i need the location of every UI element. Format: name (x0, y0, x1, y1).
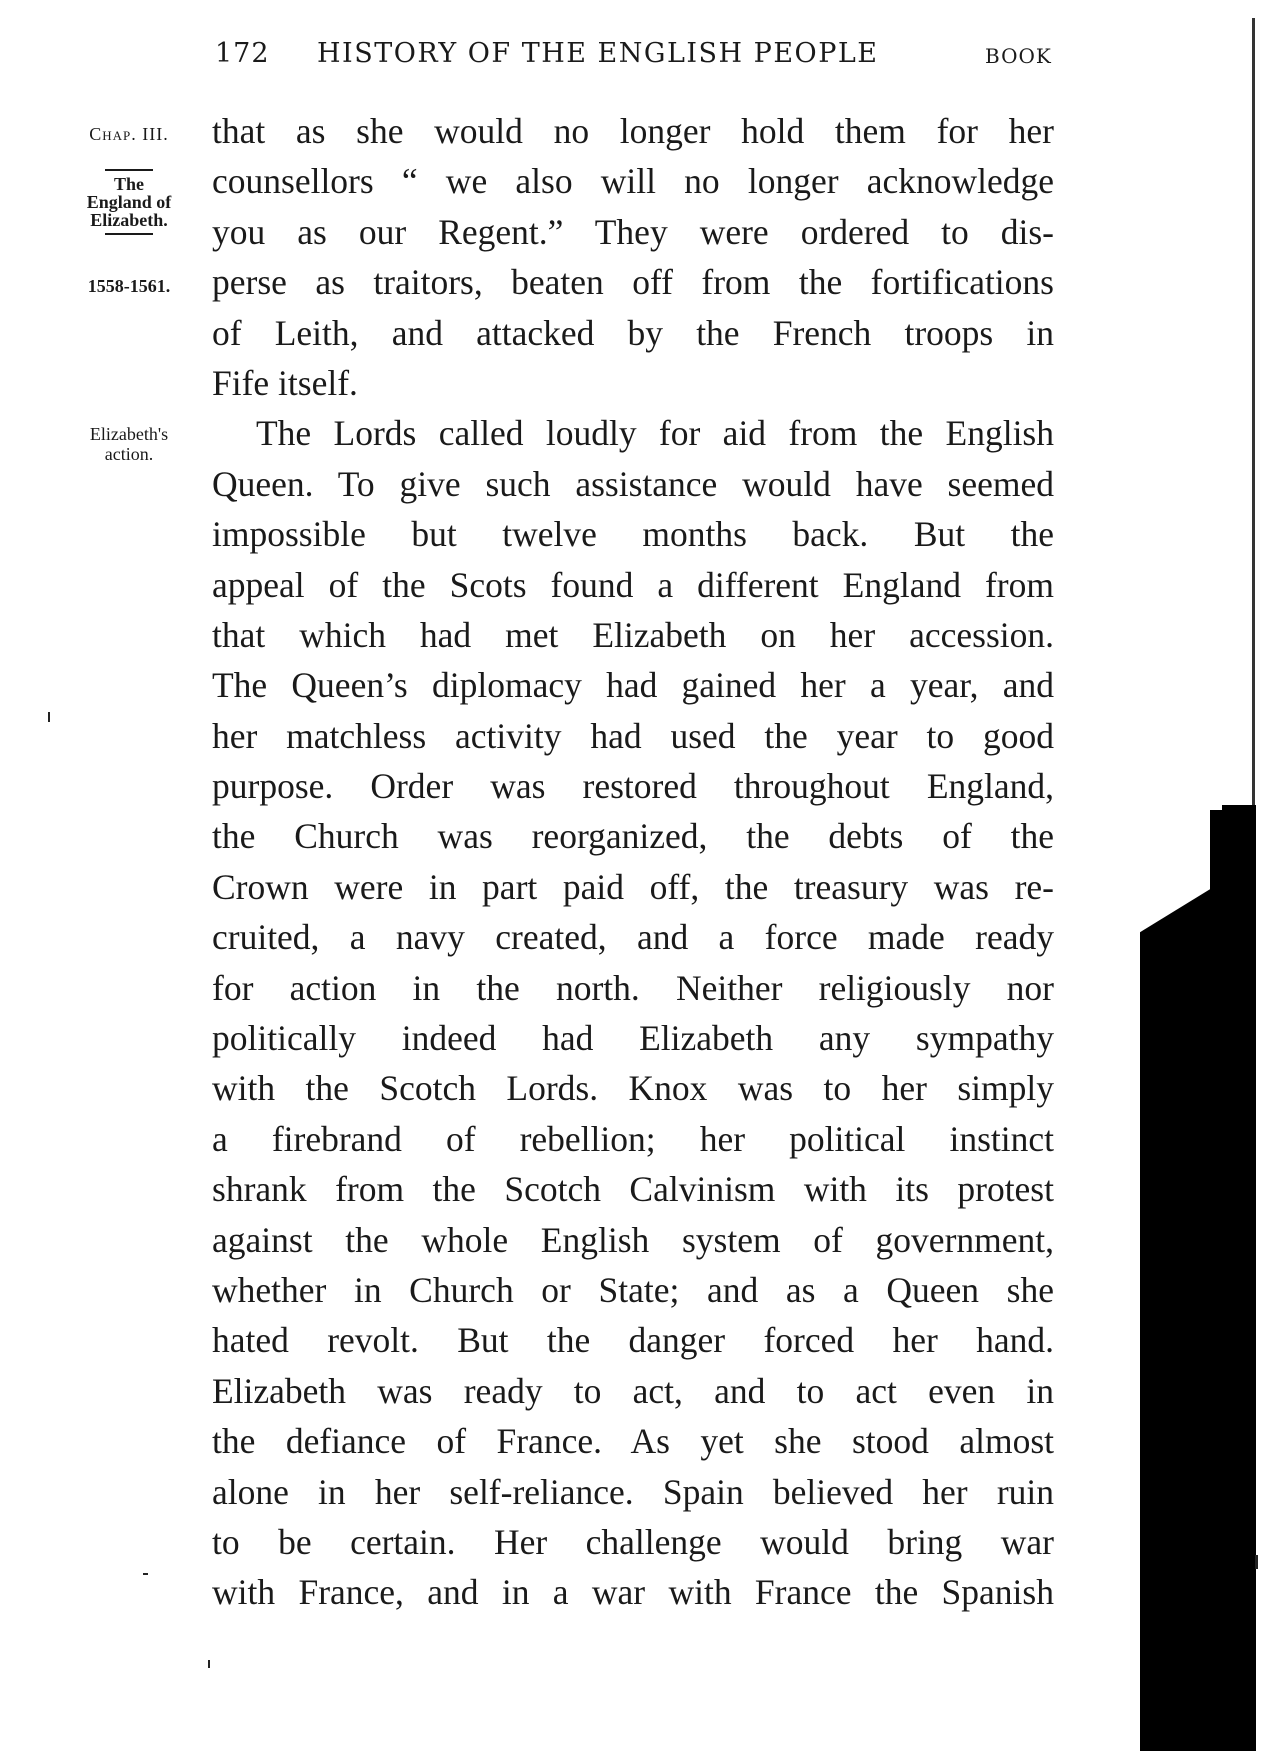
scan-edge-shadow-taper (1140, 880, 1225, 1751)
sidenote-chapter-text: Chap. III. (89, 124, 169, 144)
text-line: with France, and in a war with France the Spanish (212, 1572, 1054, 1613)
text-line: The Lords called loudly for aid from the English (256, 413, 1054, 454)
text-line: Fife itself. (212, 362, 358, 403)
sidenote-topic-line2: England of (86, 192, 172, 212)
book-label: BOOK (985, 44, 1052, 68)
sidenote-topic-line1: The (113, 174, 144, 194)
text-line: whether in Church or State; and as a Queen she (212, 1269, 1054, 1310)
page-number: 172 (215, 38, 270, 69)
sidenote-years (54, 276, 204, 297)
text-line: that which had met Elizabeth on her accession. (212, 614, 1054, 655)
text-line: shrank from the Scotch Calvinism with its protest (212, 1169, 1054, 1210)
text-line: Queen. To give such assistance would have seemed (212, 463, 1054, 504)
text-line: perse as traitors, beaten off from the fortifications (212, 262, 1054, 303)
text-line: Crown were in part paid off, the treasury was re- (212, 866, 1054, 907)
sidenote-topic-line3: Elizabeth. (90, 210, 168, 230)
sidenote-action (54, 424, 204, 464)
text-line: against the whole English system of government, (212, 1219, 1054, 1260)
text-line: a firebrand of rebellion; her political instinct (212, 1118, 1054, 1159)
text-line: counsellors “ we also will no longer acknowledge (212, 161, 1054, 202)
scan-speck (208, 1660, 210, 1668)
text-line: her matchless activity had used the year to good (212, 715, 1054, 756)
sidenote-rule-bottom (105, 233, 153, 235)
text-line: of Leith, and attacked by the French troops in (212, 312, 1054, 353)
sidenote-years-text: 1558-1561. (87, 276, 171, 296)
running-header (215, 34, 1055, 78)
scan-speck (143, 1573, 148, 1575)
sidenote-topic (54, 169, 204, 235)
text-line: The Queen’s diplomacy had gained her a year, and (212, 665, 1054, 706)
text-line: the defiance of France. As yet she stood almost (212, 1421, 1054, 1462)
text-line: cruited, a navy created, and a force made ready (212, 917, 1054, 958)
text-line: the Church was reorganized, the debts of the (212, 816, 1054, 857)
text-line: alone in her self-reliance. Spain believed her ruin (212, 1471, 1054, 1512)
scan-edge-shadow-top (1210, 810, 1230, 900)
text-line: purpose. Order was restored throughout England, (212, 766, 1054, 807)
sidenote-action-line2: action. (104, 444, 154, 464)
text-line: you as our Regent.” They were ordered to dis- (212, 211, 1054, 252)
text-line: Elizabeth was ready to act, and to act even in (212, 1370, 1054, 1411)
text-line: politically indeed had Elizabeth any sympathy (212, 1018, 1054, 1059)
text-line: appeal of the Scots found a different England from (212, 564, 1054, 605)
text-line: for action in the north. Neither religiously nor (212, 967, 1054, 1008)
running-title: HISTORY OF THE ENGLISH PEOPLE (317, 38, 879, 69)
sidenote-chapter (54, 124, 204, 145)
scan-edge-shadow (1222, 805, 1256, 1751)
sidenote-action-line1: Elizabeth's (89, 424, 169, 444)
text-line: to be certain. Her challenge would bring war (212, 1521, 1054, 1562)
text-line: hated revolt. But the danger forced her hand. (212, 1320, 1054, 1361)
scan-speck (48, 712, 50, 722)
text-line: impossible but twelve months back. But the (212, 514, 1054, 555)
body-text (212, 106, 1054, 1618)
sidenote-rule-top (105, 169, 153, 171)
text-line: that as she would no longer hold them for her (212, 111, 1054, 151)
scan-speck (1255, 1555, 1258, 1569)
text-line: with the Scotch Lords. Knox was to her simply (212, 1068, 1054, 1109)
